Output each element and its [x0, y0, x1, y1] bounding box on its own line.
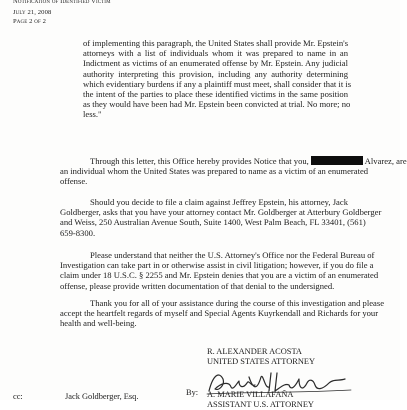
cc-recipient: Jack Goldberger, Esq.	[65, 392, 139, 401]
signer-title: ASSISTANT U.S. ATTORNEY	[207, 400, 314, 409]
quote-line: the intent of the parties to place these identified victims in the same position	[83, 89, 348, 100]
claim-line: Should you decide to file a claim against Jeffrey Epstein, his attorney, Jack	[90, 197, 348, 207]
claim-paragraph	[60, 197, 382, 238]
agreement-quote	[83, 38, 352, 120]
litigation-line: Investigation can take part in or otherwise assist in civil litigation; however, if you do file a	[60, 260, 374, 271]
header-notification-title: Notification of Identified Victim	[13, 0, 111, 5]
thanks-paragraph	[60, 298, 385, 329]
litigation-line: Please understand that neither the U.S. Attorney's Office nor the Federal Bureau of	[90, 250, 375, 260]
signer-name: A. MARIE VILLAFAÑA	[207, 390, 294, 399]
notice-line	[60, 156, 407, 166]
signature-block-us-attorney	[207, 347, 315, 367]
civil-litigation-paragraph	[60, 250, 379, 291]
quote-line: of implementing this paragraph, the United States shall provide Mr. Epstein's	[83, 38, 349, 48]
cc-label: cc:	[13, 392, 23, 401]
header-page-number: Page 2 of 2	[13, 18, 46, 25]
victim-surname: Alvarez, are	[364, 156, 407, 166]
quote-line: Indictment as victims of an enumerated offense by Mr. Epstein. Any judicial	[83, 58, 348, 69]
notice-paragraph	[60, 156, 407, 187]
quote-line: authority interpreting this provision, including any authority determining	[83, 68, 348, 79]
notice-line: offense.	[60, 176, 88, 187]
redaction-box	[311, 156, 363, 165]
signer-title: UNITED STATES ATTORNEY	[207, 357, 316, 366]
signer-name: R. ALEXANDER ACOSTA	[207, 347, 302, 356]
quote-line: as they would have been had Mr. Epstein been convicted at trial. No more; no	[83, 99, 351, 110]
thanks-line: Thank you for all of your assistance during the course of this investigation and please	[90, 298, 385, 308]
quote-line: less."	[83, 109, 102, 120]
cc-line	[13, 392, 138, 402]
quote-line: attorneys with a list of individuals whom it was prepared to name in an	[83, 48, 348, 59]
claim-line: Goldberger, asks that you have your attorney contact Mr. Goldberger at Atterbury Goldberger	[60, 207, 382, 218]
claim-line: and Weiss, 250 Australian Avenue South, Suite 1400, West Palm Beach, FL 33401, (561)	[60, 217, 366, 228]
notice-text: Through this letter, this Office hereby provides Notice that you,	[90, 156, 309, 166]
litigation-line: offense, please provide written documentation of that denial to the undersigned.	[60, 280, 335, 291]
litigation-line: claim under 18 U.S.C. § 2255 and Mr. Epstein denies that you are a victim of an enumerated	[60, 270, 379, 281]
notice-line: an individual whom the United States was prepared to name as a victim of an enumerated	[60, 166, 369, 177]
header-date: July 21, 2008	[13, 9, 52, 16]
claim-line: 659-8300.	[60, 227, 96, 238]
quote-line: which evidentiary burdens if any a plaintiff must meet, shall consider that it is	[83, 78, 352, 89]
thanks-line: accept the heartfelt regards of myself and Special Agents Kuyrkendall and Richards for your	[60, 308, 379, 319]
by-label: By:	[186, 388, 199, 397]
thanks-line: health and well-being.	[60, 318, 137, 329]
signature-block-assistant	[207, 390, 314, 410]
